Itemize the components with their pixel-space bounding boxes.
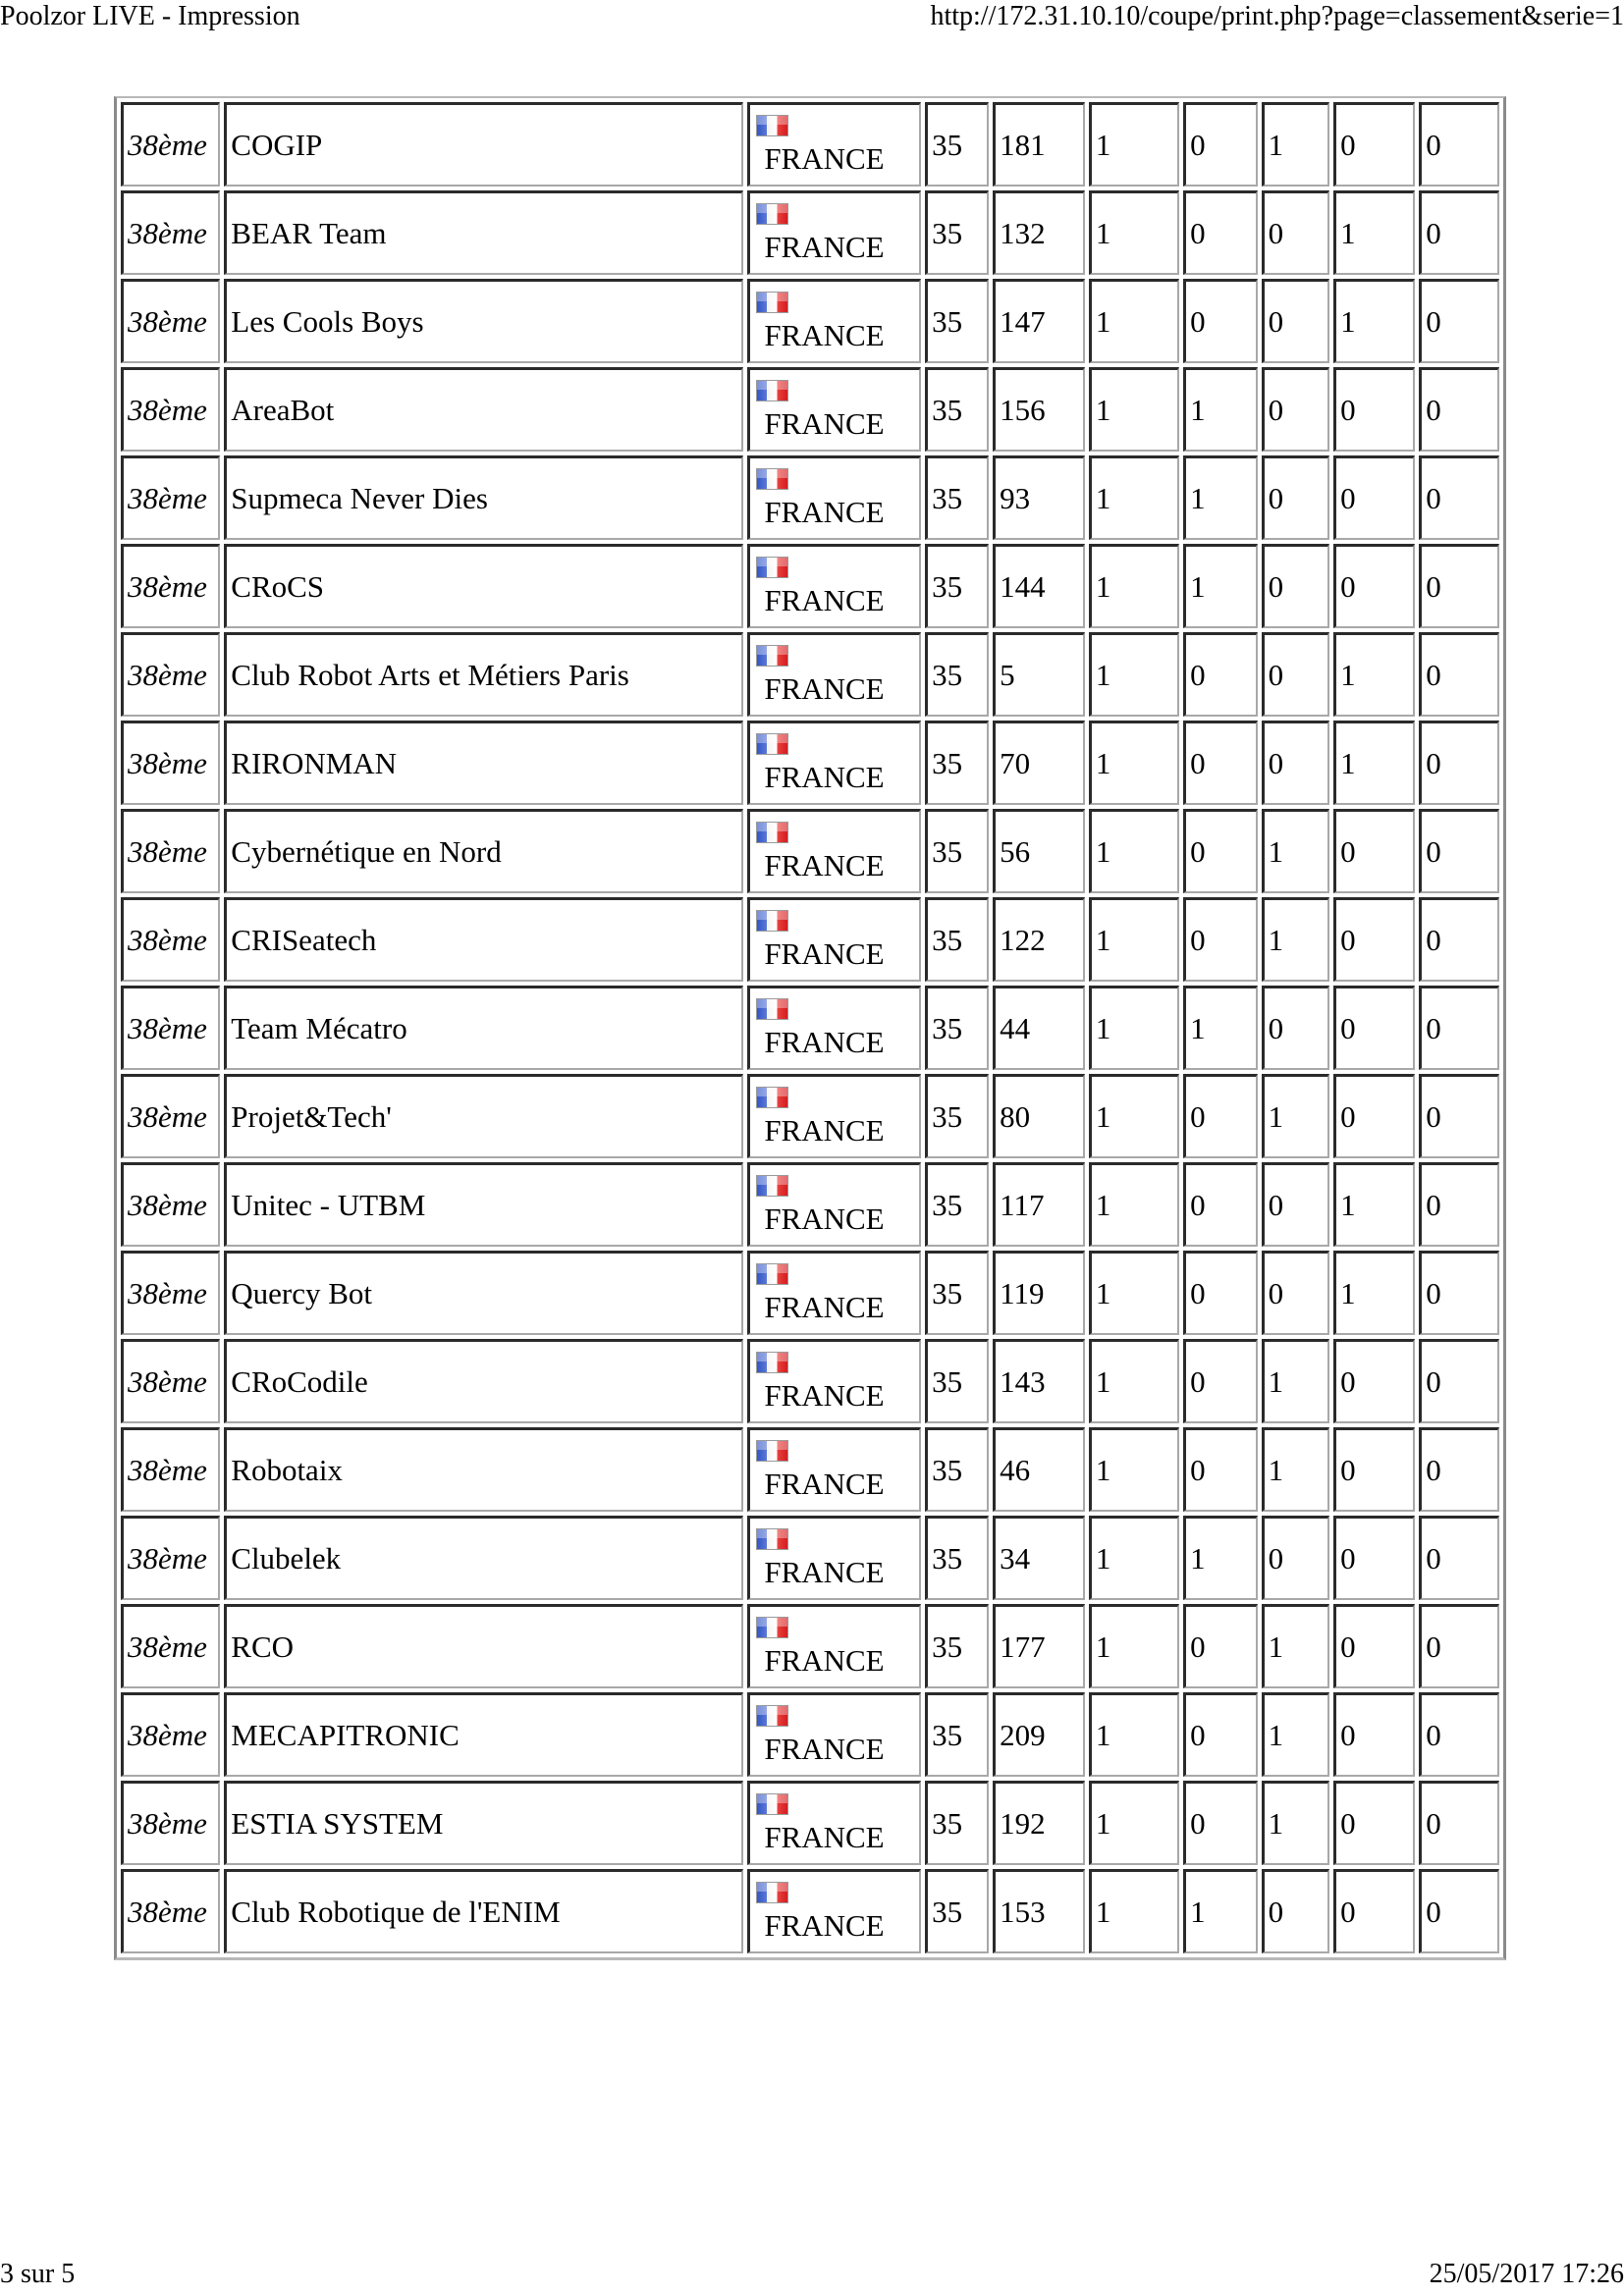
stat-col-3-cell: 1: [1262, 897, 1330, 982]
table-row: [121, 1339, 1499, 1423]
country-cell: [747, 897, 921, 982]
points-cell: 35: [925, 897, 989, 982]
country-name: FRANCE: [764, 1289, 885, 1324]
ranking-table: [117, 98, 1503, 1957]
country-name: FRANCE: [764, 847, 885, 882]
team-name-cell: Cybernétique en Nord: [224, 809, 743, 893]
stat-col-1-cell: 1: [1089, 809, 1179, 893]
table-row: [121, 721, 1499, 805]
rank-cell: 38ème: [121, 1339, 220, 1423]
stat-col-2-cell: 0: [1183, 632, 1258, 717]
table-row: [121, 367, 1499, 452]
stat-col-2-cell: 0: [1183, 1251, 1258, 1335]
team-name-cell: Team Mécatro: [224, 986, 743, 1070]
stat-col-3-cell: 0: [1262, 455, 1330, 540]
stat-col-3-cell: 1: [1262, 1604, 1330, 1688]
stat-col-1-cell: 1: [1089, 897, 1179, 982]
stat-col-4-cell: 0: [1333, 1427, 1415, 1512]
country-name: FRANCE: [764, 1554, 885, 1589]
stat-col-4-cell: 0: [1333, 367, 1415, 452]
stat-col-1-cell: 1: [1089, 1339, 1179, 1423]
country-cell: [747, 544, 921, 628]
stat-col-3-cell: 0: [1262, 1251, 1330, 1335]
country-name: FRANCE: [764, 494, 885, 529]
france-flag-icon: [756, 733, 788, 755]
country-cell: [747, 632, 921, 717]
team-name-cell: COGIP: [224, 102, 743, 187]
country-cell: [747, 455, 921, 540]
team-number-cell: 44: [993, 986, 1085, 1070]
france-flag-icon: [756, 822, 788, 843]
table-row: [121, 632, 1499, 717]
stat-col-3-cell: 0: [1262, 1869, 1330, 1953]
points-cell: 35: [925, 809, 989, 893]
points-cell: 35: [925, 190, 989, 275]
team-name-cell: Club Robot Arts et Métiers Paris: [224, 632, 743, 717]
team-number-cell: 147: [993, 279, 1085, 363]
stat-col-3-cell: 0: [1262, 721, 1330, 805]
stat-col-1-cell: 1: [1089, 279, 1179, 363]
table-row: [121, 1251, 1499, 1335]
rank-cell: 38ème: [121, 367, 220, 452]
stat-col-1-cell: 1: [1089, 455, 1179, 540]
team-number-cell: 117: [993, 1162, 1085, 1247]
country-name: FRANCE: [764, 140, 885, 176]
points-cell: 35: [925, 455, 989, 540]
points-cell: 35: [925, 544, 989, 628]
france-flag-icon: [756, 468, 788, 490]
country-name: FRANCE: [764, 670, 885, 706]
stat-col-4-cell: 0: [1333, 102, 1415, 187]
stat-col-5-cell: 0: [1419, 367, 1499, 452]
points-cell: 35: [925, 1516, 989, 1600]
france-flag-icon: [756, 380, 788, 401]
stat-col-5-cell: 0: [1419, 102, 1499, 187]
team-number-cell: 70: [993, 721, 1085, 805]
points-cell: 35: [925, 986, 989, 1070]
stat-col-2-cell: 1: [1183, 367, 1258, 452]
stat-col-3-cell: 1: [1262, 1427, 1330, 1512]
stat-col-4-cell: 0: [1333, 809, 1415, 893]
country-cell: [747, 809, 921, 893]
stat-col-4-cell: 0: [1333, 1692, 1415, 1777]
country-name: FRANCE: [764, 582, 885, 617]
france-flag-icon: [756, 910, 788, 932]
country-cell: [747, 1781, 921, 1865]
points-cell: 35: [925, 102, 989, 187]
table-row: [121, 897, 1499, 982]
country-cell: [747, 721, 921, 805]
stat-col-5-cell: 0: [1419, 1162, 1499, 1247]
country-cell: [747, 190, 921, 275]
print-header-title: Poolzor LIVE - Impression: [0, 1, 300, 31]
rank-cell: 38ème: [121, 102, 220, 187]
table-row: [121, 1427, 1499, 1512]
stat-col-5-cell: 0: [1419, 455, 1499, 540]
table-row: [121, 1869, 1499, 1953]
rank-cell: 38ème: [121, 190, 220, 275]
france-flag-icon: [756, 998, 788, 1020]
france-flag-icon: [756, 1528, 788, 1550]
france-flag-icon: [756, 203, 788, 225]
stat-col-3-cell: 0: [1262, 190, 1330, 275]
rank-cell: 38ème: [121, 632, 220, 717]
stat-col-1-cell: 1: [1089, 1427, 1179, 1512]
team-number-cell: 209: [993, 1692, 1085, 1777]
rank-cell: 38ème: [121, 721, 220, 805]
stat-col-4-cell: 1: [1333, 1162, 1415, 1247]
country-cell: [747, 1692, 921, 1777]
stat-col-5-cell: 0: [1419, 1869, 1499, 1953]
stat-col-4-cell: 0: [1333, 1604, 1415, 1688]
points-cell: 35: [925, 1074, 989, 1158]
stat-col-5-cell: 0: [1419, 279, 1499, 363]
table-row: [121, 455, 1499, 540]
points-cell: 35: [925, 1781, 989, 1865]
rank-cell: 38ème: [121, 809, 220, 893]
rank-cell: 38ème: [121, 1604, 220, 1688]
team-name-cell: MECAPITRONIC: [224, 1692, 743, 1777]
stat-col-5-cell: 0: [1419, 1781, 1499, 1865]
rank-cell: 38ème: [121, 1074, 220, 1158]
france-flag-icon: [756, 1263, 788, 1285]
stat-col-2-cell: 0: [1183, 809, 1258, 893]
team-name-cell: RCO: [224, 1604, 743, 1688]
france-flag-icon: [756, 115, 788, 136]
team-name-cell: Robotaix: [224, 1427, 743, 1512]
stat-col-2-cell: 0: [1183, 897, 1258, 982]
stat-col-2-cell: 1: [1183, 1516, 1258, 1600]
stat-col-1-cell: 1: [1089, 1869, 1179, 1953]
rank-cell: 38ème: [121, 1692, 220, 1777]
team-number-cell: 46: [993, 1427, 1085, 1512]
team-number-cell: 56: [993, 809, 1085, 893]
team-number-cell: 119: [993, 1251, 1085, 1335]
stat-col-5-cell: 0: [1419, 986, 1499, 1070]
table-row: [121, 986, 1499, 1070]
table-row: [121, 1516, 1499, 1600]
france-flag-icon: [756, 1705, 788, 1727]
stat-col-3-cell: 0: [1262, 986, 1330, 1070]
stat-col-5-cell: 0: [1419, 809, 1499, 893]
team-number-cell: 156: [993, 367, 1085, 452]
rank-cell: 38ème: [121, 279, 220, 363]
table-row: [121, 544, 1499, 628]
team-name-cell: Club Robotique de l'ENIM: [224, 1869, 743, 1953]
country-name: FRANCE: [764, 317, 885, 352]
stat-col-1-cell: 1: [1089, 986, 1179, 1070]
stat-col-2-cell: 0: [1183, 1162, 1258, 1247]
country-cell: [747, 1427, 921, 1512]
rank-cell: 38ème: [121, 986, 220, 1070]
stat-col-1-cell: 1: [1089, 190, 1179, 275]
stat-col-3-cell: 1: [1262, 1339, 1330, 1423]
team-name-cell: ESTIA SYSTEM: [224, 1781, 743, 1865]
country-cell: [747, 1516, 921, 1600]
print-footer-datetime: 25/05/2017 17:26: [1429, 2259, 1624, 2289]
rank-cell: 38ème: [121, 544, 220, 628]
country-name: FRANCE: [764, 1112, 885, 1148]
team-number-cell: 144: [993, 544, 1085, 628]
team-name-cell: RIRONMAN: [224, 721, 743, 805]
france-flag-icon: [756, 292, 788, 313]
country-name: FRANCE: [764, 759, 885, 794]
team-name-cell: CRoCS: [224, 544, 743, 628]
stat-col-3-cell: 1: [1262, 102, 1330, 187]
country-name: FRANCE: [764, 1201, 885, 1236]
france-flag-icon: [756, 1175, 788, 1197]
team-name-cell: AreaBot: [224, 367, 743, 452]
team-number-cell: 177: [993, 1604, 1085, 1688]
table-row: [121, 1781, 1499, 1865]
team-name-cell: BEAR Team: [224, 190, 743, 275]
team-number-cell: 122: [993, 897, 1085, 982]
table-row: [121, 279, 1499, 363]
team-name-cell: Quercy Bot: [224, 1251, 743, 1335]
team-number-cell: 80: [993, 1074, 1085, 1158]
country-cell: [747, 102, 921, 187]
team-number-cell: 132: [993, 190, 1085, 275]
points-cell: 35: [925, 1339, 989, 1423]
points-cell: 35: [925, 1869, 989, 1953]
country-cell: [747, 1074, 921, 1158]
stat-col-3-cell: 0: [1262, 632, 1330, 717]
stat-col-4-cell: 1: [1333, 1251, 1415, 1335]
points-cell: 35: [925, 721, 989, 805]
stat-col-4-cell: 0: [1333, 1869, 1415, 1953]
stat-col-5-cell: 0: [1419, 632, 1499, 717]
stat-col-3-cell: 0: [1262, 544, 1330, 628]
stat-col-4-cell: 1: [1333, 279, 1415, 363]
stat-col-5-cell: 0: [1419, 1692, 1499, 1777]
points-cell: 35: [925, 1604, 989, 1688]
country-cell: [747, 279, 921, 363]
table-row: [121, 102, 1499, 187]
stat-col-5-cell: 0: [1419, 190, 1499, 275]
ranking-table-body: [121, 102, 1499, 1953]
stat-col-3-cell: 0: [1262, 279, 1330, 363]
country-name: FRANCE: [764, 229, 885, 264]
team-name-cell: Unitec - UTBM: [224, 1162, 743, 1247]
team-number-cell: 153: [993, 1869, 1085, 1953]
rank-cell: 38ème: [121, 1162, 220, 1247]
print-header-url: http://172.31.10.10/coupe/print.php?page=classement&serie=1: [930, 1, 1624, 31]
stat-col-4-cell: 0: [1333, 1339, 1415, 1423]
rank-cell: 38ème: [121, 1869, 220, 1953]
country-name: FRANCE: [764, 1907, 885, 1943]
table-row: [121, 1162, 1499, 1247]
points-cell: 35: [925, 1162, 989, 1247]
table-row: [121, 1692, 1499, 1777]
stat-col-2-cell: 1: [1183, 544, 1258, 628]
stat-col-2-cell: 0: [1183, 1427, 1258, 1512]
team-number-cell: 192: [993, 1781, 1085, 1865]
stat-col-1-cell: 1: [1089, 721, 1179, 805]
stat-col-1-cell: 1: [1089, 102, 1179, 187]
country-cell: [747, 367, 921, 452]
points-cell: 35: [925, 1427, 989, 1512]
country-name: FRANCE: [764, 1024, 885, 1059]
table-row: [121, 1074, 1499, 1158]
stat-col-2-cell: 0: [1183, 721, 1258, 805]
country-cell: [747, 1604, 921, 1688]
stat-col-2-cell: 0: [1183, 190, 1258, 275]
stat-col-2-cell: 0: [1183, 1781, 1258, 1865]
stat-col-1-cell: 1: [1089, 1251, 1179, 1335]
rank-cell: 38ème: [121, 455, 220, 540]
team-name-cell: Supmeca Never Dies: [224, 455, 743, 540]
team-number-cell: 93: [993, 455, 1085, 540]
rank-cell: 38ème: [121, 1251, 220, 1335]
team-number-cell: 5: [993, 632, 1085, 717]
rank-cell: 38ème: [121, 1781, 220, 1865]
stat-col-1-cell: 1: [1089, 367, 1179, 452]
stat-col-3-cell: 0: [1262, 367, 1330, 452]
country-name: FRANCE: [764, 1466, 885, 1501]
france-flag-icon: [756, 1882, 788, 1903]
team-number-cell: 143: [993, 1339, 1085, 1423]
stat-col-1-cell: 1: [1089, 1516, 1179, 1600]
team-name-cell: Les Cools Boys: [224, 279, 743, 363]
ranking-table-container: [114, 96, 1506, 1960]
stat-col-4-cell: 0: [1333, 544, 1415, 628]
stat-col-4-cell: 0: [1333, 1516, 1415, 1600]
stat-col-1-cell: 1: [1089, 1781, 1179, 1865]
rank-cell: 38ème: [121, 1516, 220, 1600]
country-name: FRANCE: [764, 1642, 885, 1678]
stat-col-1-cell: 1: [1089, 1604, 1179, 1688]
table-row: [121, 190, 1499, 275]
stat-col-5-cell: 0: [1419, 1516, 1499, 1600]
stat-col-4-cell: 0: [1333, 897, 1415, 982]
rank-cell: 38ème: [121, 897, 220, 982]
country-name: FRANCE: [764, 405, 885, 441]
stat-col-2-cell: 0: [1183, 1339, 1258, 1423]
stat-col-3-cell: 1: [1262, 1692, 1330, 1777]
stat-col-3-cell: 0: [1262, 1516, 1330, 1600]
country-cell: [747, 1251, 921, 1335]
france-flag-icon: [756, 645, 788, 667]
stat-col-5-cell: 0: [1419, 1427, 1499, 1512]
france-flag-icon: [756, 1087, 788, 1108]
stat-col-3-cell: 1: [1262, 1074, 1330, 1158]
stat-col-3-cell: 1: [1262, 809, 1330, 893]
team-number-cell: 34: [993, 1516, 1085, 1600]
team-number-cell: 181: [993, 102, 1085, 187]
stat-col-1-cell: 1: [1089, 544, 1179, 628]
stat-col-2-cell: 0: [1183, 102, 1258, 187]
stat-col-5-cell: 0: [1419, 897, 1499, 982]
stat-col-2-cell: 0: [1183, 279, 1258, 363]
stat-col-1-cell: 1: [1089, 632, 1179, 717]
stat-col-4-cell: 0: [1333, 1781, 1415, 1865]
team-name-cell: CRISeatech: [224, 897, 743, 982]
france-flag-icon: [756, 1793, 788, 1815]
table-row: [121, 1604, 1499, 1688]
stat-col-1-cell: 1: [1089, 1074, 1179, 1158]
stat-col-2-cell: 0: [1183, 1604, 1258, 1688]
country-name: FRANCE: [764, 935, 885, 971]
france-flag-icon: [756, 1440, 788, 1462]
france-flag-icon: [756, 557, 788, 578]
stat-col-5-cell: 0: [1419, 1251, 1499, 1335]
stat-col-5-cell: 0: [1419, 1074, 1499, 1158]
country-name: FRANCE: [764, 1731, 885, 1766]
stat-col-4-cell: 1: [1333, 632, 1415, 717]
country-cell: [747, 1339, 921, 1423]
country-cell: [747, 986, 921, 1070]
points-cell: 35: [925, 1692, 989, 1777]
stat-col-5-cell: 0: [1419, 1339, 1499, 1423]
stat-col-2-cell: 1: [1183, 986, 1258, 1070]
country-name: FRANCE: [764, 1819, 885, 1854]
stat-col-1-cell: 1: [1089, 1162, 1179, 1247]
print-footer-page: 3 sur 5: [0, 2259, 76, 2289]
stat-col-4-cell: 0: [1333, 1074, 1415, 1158]
stat-col-4-cell: 0: [1333, 455, 1415, 540]
france-flag-icon: [756, 1617, 788, 1638]
points-cell: 35: [925, 1251, 989, 1335]
stat-col-2-cell: 0: [1183, 1692, 1258, 1777]
stat-col-2-cell: 0: [1183, 1074, 1258, 1158]
country-cell: [747, 1869, 921, 1953]
france-flag-icon: [756, 1352, 788, 1373]
stat-col-4-cell: 0: [1333, 986, 1415, 1070]
rank-cell: 38ème: [121, 1427, 220, 1512]
points-cell: 35: [925, 279, 989, 363]
stat-col-5-cell: 0: [1419, 1604, 1499, 1688]
stat-col-2-cell: 1: [1183, 1869, 1258, 1953]
stat-col-3-cell: 0: [1262, 1162, 1330, 1247]
table-row: [121, 809, 1499, 893]
stat-col-2-cell: 1: [1183, 455, 1258, 540]
points-cell: 35: [925, 632, 989, 717]
stat-col-5-cell: 0: [1419, 721, 1499, 805]
stat-col-4-cell: 1: [1333, 190, 1415, 275]
team-name-cell: Projet&Tech': [224, 1074, 743, 1158]
points-cell: 35: [925, 367, 989, 452]
stat-col-1-cell: 1: [1089, 1692, 1179, 1777]
team-name-cell: Clubelek: [224, 1516, 743, 1600]
stat-col-4-cell: 1: [1333, 721, 1415, 805]
stat-col-3-cell: 1: [1262, 1781, 1330, 1865]
country-name: FRANCE: [764, 1377, 885, 1413]
stat-col-5-cell: 0: [1419, 544, 1499, 628]
country-cell: [747, 1162, 921, 1247]
team-name-cell: CRoCodile: [224, 1339, 743, 1423]
